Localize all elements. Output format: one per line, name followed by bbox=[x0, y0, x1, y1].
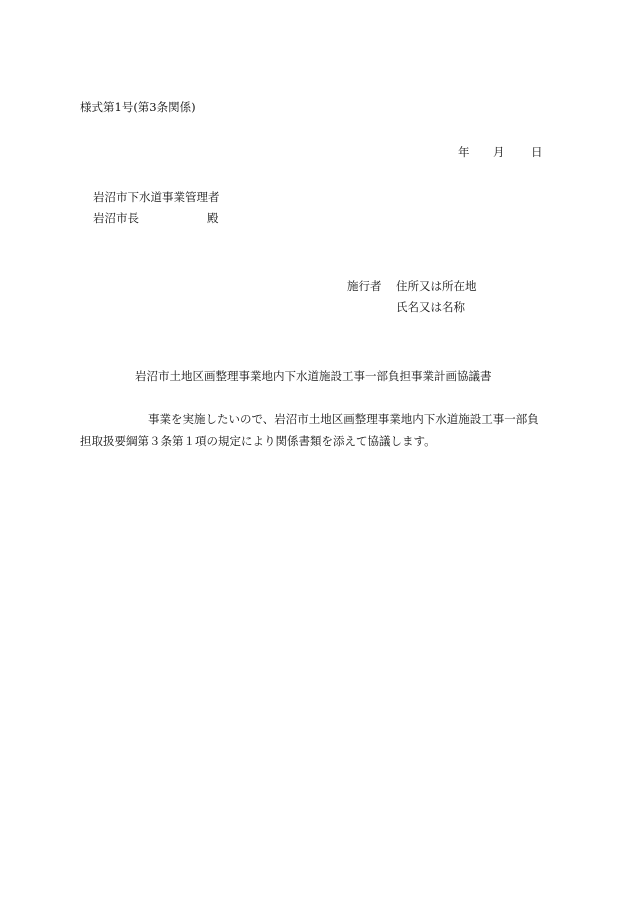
body-text-line-2: 担取扱要綱第３条第１項の規定により関係書類を添えて協議します。 bbox=[80, 434, 436, 448]
applicant-name-label: 氏名又は名称 bbox=[396, 300, 465, 314]
date-day-label: 日 bbox=[531, 145, 543, 159]
addressee-line-2: 岩沼市長 bbox=[93, 211, 139, 225]
addressee-line-1: 岩沼市下水道事業管理者 bbox=[93, 190, 220, 204]
date-year-label: 年 bbox=[458, 145, 470, 159]
form-number: 様式第1号(第3条関係) bbox=[80, 100, 196, 114]
applicant-label: 施行者 bbox=[347, 279, 382, 293]
date-month-label: 月 bbox=[493, 145, 505, 159]
document-title: 岩沼市土地区画整理事業地内下水道施設工事一部負担事業計画協議書 bbox=[135, 369, 492, 383]
addressee-honorific: 殿 bbox=[207, 211, 219, 225]
applicant-address-label: 住所又は所在地 bbox=[396, 279, 477, 293]
body-text-line-1: 事業を実施したいので、岩沼市土地区画整理事業地内下水道施設工事一部負 bbox=[148, 412, 539, 426]
